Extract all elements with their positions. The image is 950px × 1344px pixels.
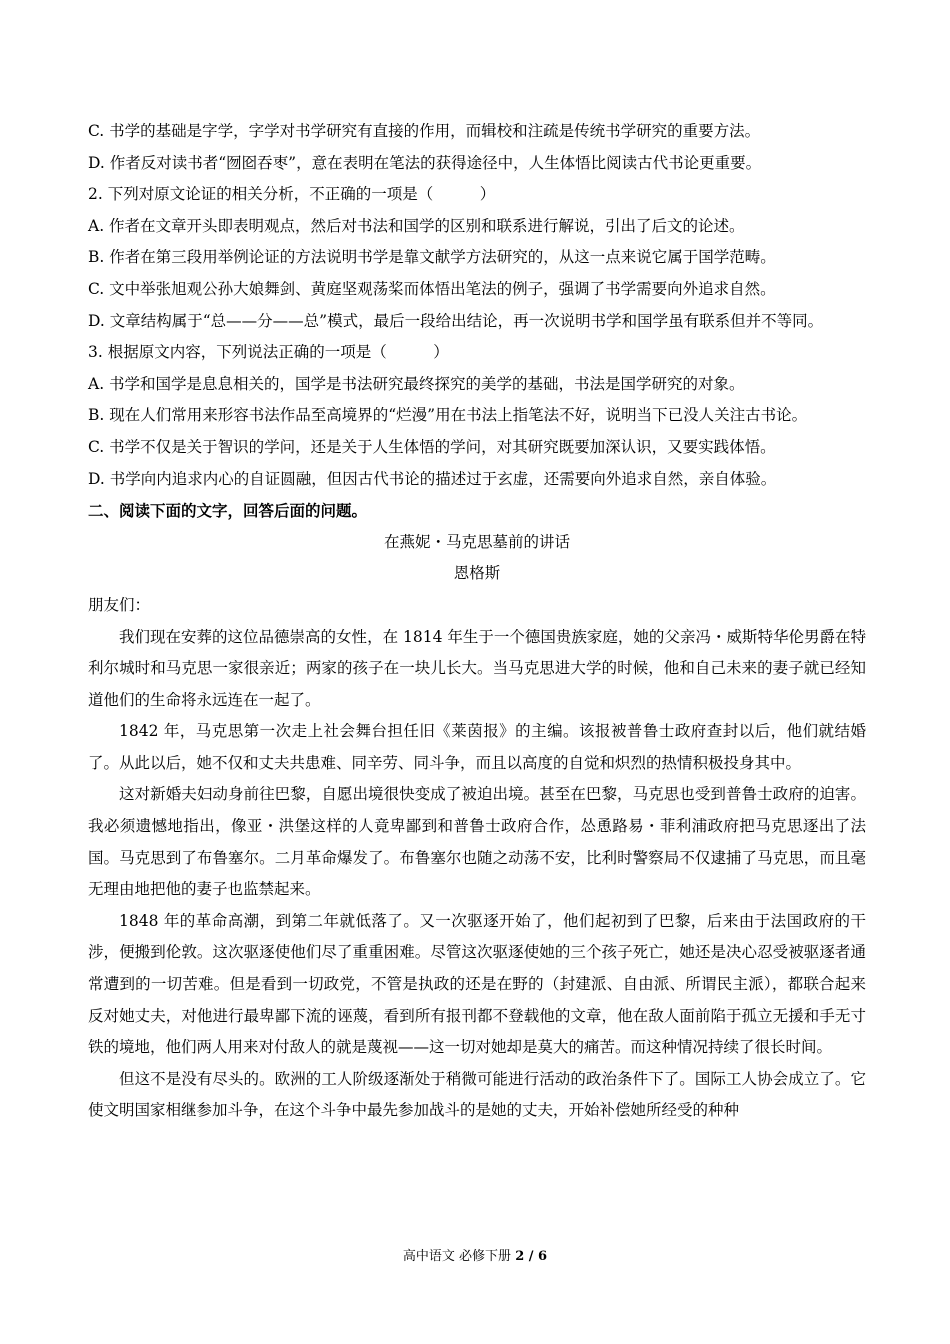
paragraph: 但这不是没有尽头的。欧洲的工人阶级逐渐处于稍微可能进行活动的政治条件下了。国际工人协会成立了。它使文明国家相继参加斗争，在这个斗争中最先参加战斗的是她的丈夫，开始补偿她所经受的种种 bbox=[88, 1069, 866, 1120]
q2-stem: 2. 下列对原文论证的相关分析，不正确的一项是（ ） bbox=[88, 185, 496, 204]
q2-option-c: C. 文中举张旭观公孙大娘舞剑、黄庭坚观荡桨而体悟出笔法的例子，强调了书学需要向外追求自然。 bbox=[88, 279, 776, 298]
document-page bbox=[88, 116, 866, 1127]
page-footer bbox=[0, 1247, 950, 1267]
q3-option-c: C. 书学不仅是关于智识的学问，还是关于人生体悟的学问，对其研究既要加深认识，又要实践体悟。 bbox=[88, 437, 776, 456]
article-author: 恩格斯 bbox=[453, 564, 501, 583]
q1-option-c: C. 书学的基础是字学，字学对书学研究有直接的作用，而辑校和注疏是传统书学研究的重要方法。 bbox=[88, 122, 761, 140]
paragraph: 我们现在安葬的这位品德崇高的女性，在 1814 年生于一个德国贵族家庭，她的父亲冯・威斯特华伦男爵在特利尔城时和马克思一家很亲近；两家的孩子在一块儿长大。当马克思进大学的时候，他和自己未来的妻子就已经知道他们的生命将永远连在一起了。 bbox=[88, 627, 866, 709]
q2-option-d: D. 文章结构属于“总——分——总”模式，最后一段给出结论，再一次说明书学和国学虽有联系但并不等同。 bbox=[88, 311, 824, 330]
paragraph: 1842 年，马克思第一次走上社会舞台担任旧《莱茵报》的主编。该报被普鲁士政府查封以后，他们就结婚了。从此以后，她不仅和丈夫共患难、同辛劳、同斗争，而且以高度的自觉和炽烈的热情积极投身其中。 bbox=[88, 722, 866, 772]
article-title: 在燕妮・马克思墓前的讲话 bbox=[383, 532, 570, 551]
q1-option-d: D. 作者反对读书者“囫囵吞枣”，意在表明在笔法的获得途径中，人生体悟比阅读古代书论更重要。 bbox=[88, 153, 762, 172]
q3-stem: 3. 根据原文内容，下列说法正确的一项是（ ） bbox=[88, 343, 449, 362]
page-number: 2 / 6 bbox=[515, 1249, 548, 1264]
q2-option-a: A. 作者在文章开头即表明观点，然后对书法和国学的区别和联系进行解说，引出了后文的论述。 bbox=[88, 216, 745, 235]
q3-option-b: B. 现在人们常用来形容书法作品至高境界的“烂漫”用在书法上指笔法不好，说明当下已没人关注古书论。 bbox=[88, 406, 808, 425]
q2-option-b: B. 作者在第三段用举例论证的方法说明书学是靠文献学方法研究的，从这一点来说它属于国学范畴。 bbox=[88, 248, 776, 267]
paragraph: 1848 年的革命高潮，到第二年就低落了。又一次驱逐开始了，他们起初到了巴黎，后来由于法国政府的干涉，便搬到伦敦。这次驱逐使他们尽了重重困难。尽管这次驱逐使她的三个孩子死亡，她还是决心忍受被驱逐者通常遭到的一切苦难。但是看到一切政党，不管是执政的还是在野的（封建派、自由派、所谓民主派），都联合起来反对她丈夫，对他进行最卑鄙下流的诬蔑，看到所有报刊都不登载他的文章，他在敌人面前陷于孤立无援和手无寸铁的境地，他们两人用来对付敌人的就是蔑视——这一切对她却是莫大的痛苦。而这种情况持续了很长时间。 bbox=[88, 911, 866, 1057]
salutation: 朋友们： bbox=[88, 595, 151, 614]
paragraph: 这对新婚夫妇动身前往巴黎，自愿出境很快变成了被迫出境。甚至在巴黎，马克思也受到普鲁士政府的迫害。我必须遗憾地指出，像亚・洪堡这样的人竟卑鄙到和普鲁士政府合作，怂恿路易・菲利浦政府把马克思逐出了法国。马克思到了布鲁塞尔。二月革命爆发了。布鲁塞尔也随之动荡不安，比利时警察局不仅逮捕了马克思，而且毫无理由地把他的妻子也监禁起来。 bbox=[88, 785, 866, 899]
q3-option-a: A. 书学和国学是息息相关的，国学是书法研究最终探究的美学的基础，书法是国学研究的对象。 bbox=[88, 374, 745, 393]
q3-option-d: D. 书学向内追求内心的自证圆融，但因古代书论的描述过于玄虚，还需要向外追求自然，亲自体验。 bbox=[88, 469, 777, 488]
section-heading: 二、阅读下面的文字，回答后面的问题。 bbox=[88, 501, 368, 521]
footer-label: 高中语文 必修下册 bbox=[402, 1249, 516, 1264]
